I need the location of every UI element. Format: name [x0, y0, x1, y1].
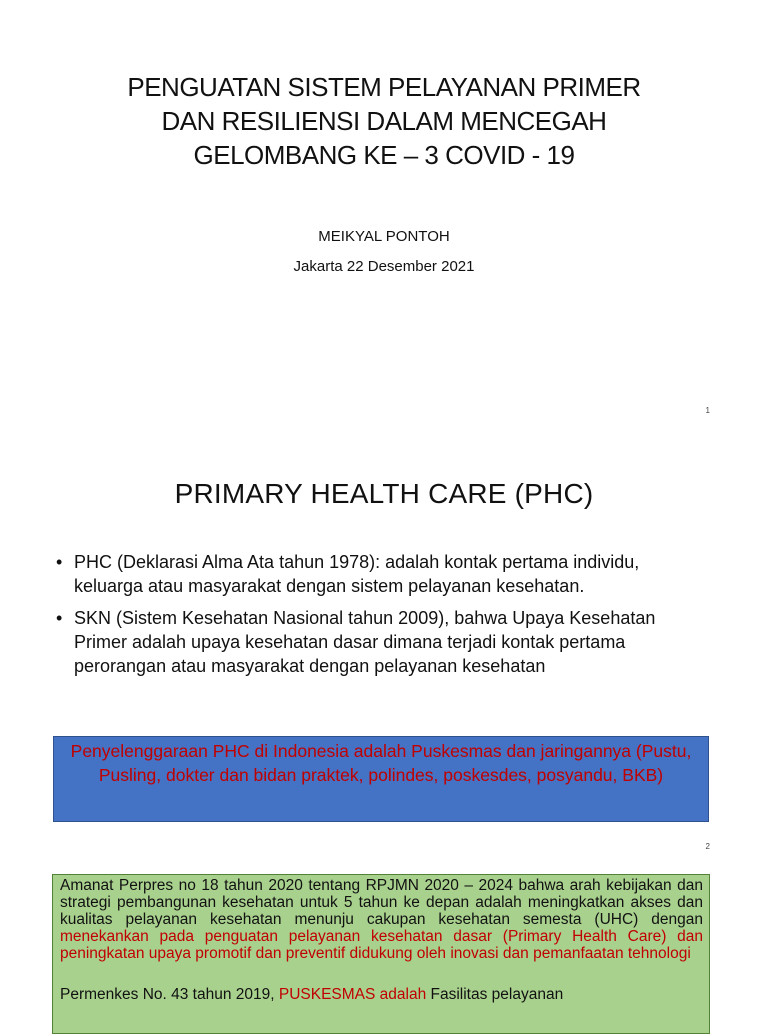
- paragraph-text: Amanat Perpres no 18 tahun 2020 tentang RPJMN 2020 – 2024 bahwa arah kebijakan dan strategi pembangunan kesehatan untuk 5 tahun ke depan adalah meningkatkan akses dan kualitas pelayanan kesehatan menunju cakupan kesehatan semesta (UHC) dengan: [60, 877, 703, 928]
- emphasis-text: PUSKESMAS adalah: [278, 986, 427, 1003]
- list-item: [56, 606, 696, 678]
- page-number: 2: [705, 842, 710, 851]
- paragraph-text: Permenkes No. 43 tahun 2019,: [60, 986, 279, 1003]
- paragraph-text: Fasilitas pelayanan: [426, 986, 564, 1003]
- highlight-box: [53, 736, 709, 822]
- slide-2-title: PRIMARY HEALTH CARE (PHC): [174, 478, 594, 509]
- title-line: PENGUATAN SISTEM PELAYANAN PRIMER: [127, 72, 641, 102]
- emphasis-text: menekankan pada penguatan pelayanan kesehatan dasar (Primary Health Care) dan peningkatan upaya promotif dan preventif didukung oleh inovasi dan pemanfaatan tehnologi: [60, 928, 703, 962]
- bullet-text: PHC (Deklarasi Alma Ata tahun 1978): adalah kontak pertama individu, keluarga atau masyarakat dengan sistem pelayanan kesehatan.: [74, 552, 640, 596]
- list-item: [56, 550, 696, 598]
- slide-2: [0, 436, 768, 856]
- title-line: DAN RESILIENSI DALAM MENCEGAH: [161, 106, 607, 136]
- highlight-text: Penyelenggaraan PHC di Indonesia adalah Puskesmas dan jaringannya (Pustu, Pusling, dokter dan bidan praktek, polindes, poskesdes, posyandu, BKB): [70, 741, 692, 785]
- slide-1: [0, 0, 768, 430]
- slide-3: [0, 862, 768, 1024]
- policy-paragraph: [60, 986, 703, 1003]
- bullet-text: SKN (Sistem Kesehatan Nasional tahun 2009), bahwa Upaya Kesehatan Primer adalah upaya kesehatan dasar dimana terjadi kontak pertama perorangan atau masyarakat dengan pelayanan kesehatan: [74, 608, 656, 676]
- policy-paragraph: [60, 877, 703, 962]
- presentation-date: Jakarta 22 Desember 2021: [293, 258, 475, 275]
- page-number: 1: [705, 406, 710, 415]
- bullet-icon: •: [56, 608, 63, 628]
- title-line: GELOMBANG KE – 3 COVID - 19: [193, 140, 575, 170]
- policy-box: [52, 874, 710, 1034]
- bullet-list: [56, 550, 696, 686]
- bullet-icon: •: [56, 552, 63, 572]
- author-name: MEIKYAL PONTOH: [318, 228, 450, 245]
- slide-1-title: [0, 70, 768, 172]
